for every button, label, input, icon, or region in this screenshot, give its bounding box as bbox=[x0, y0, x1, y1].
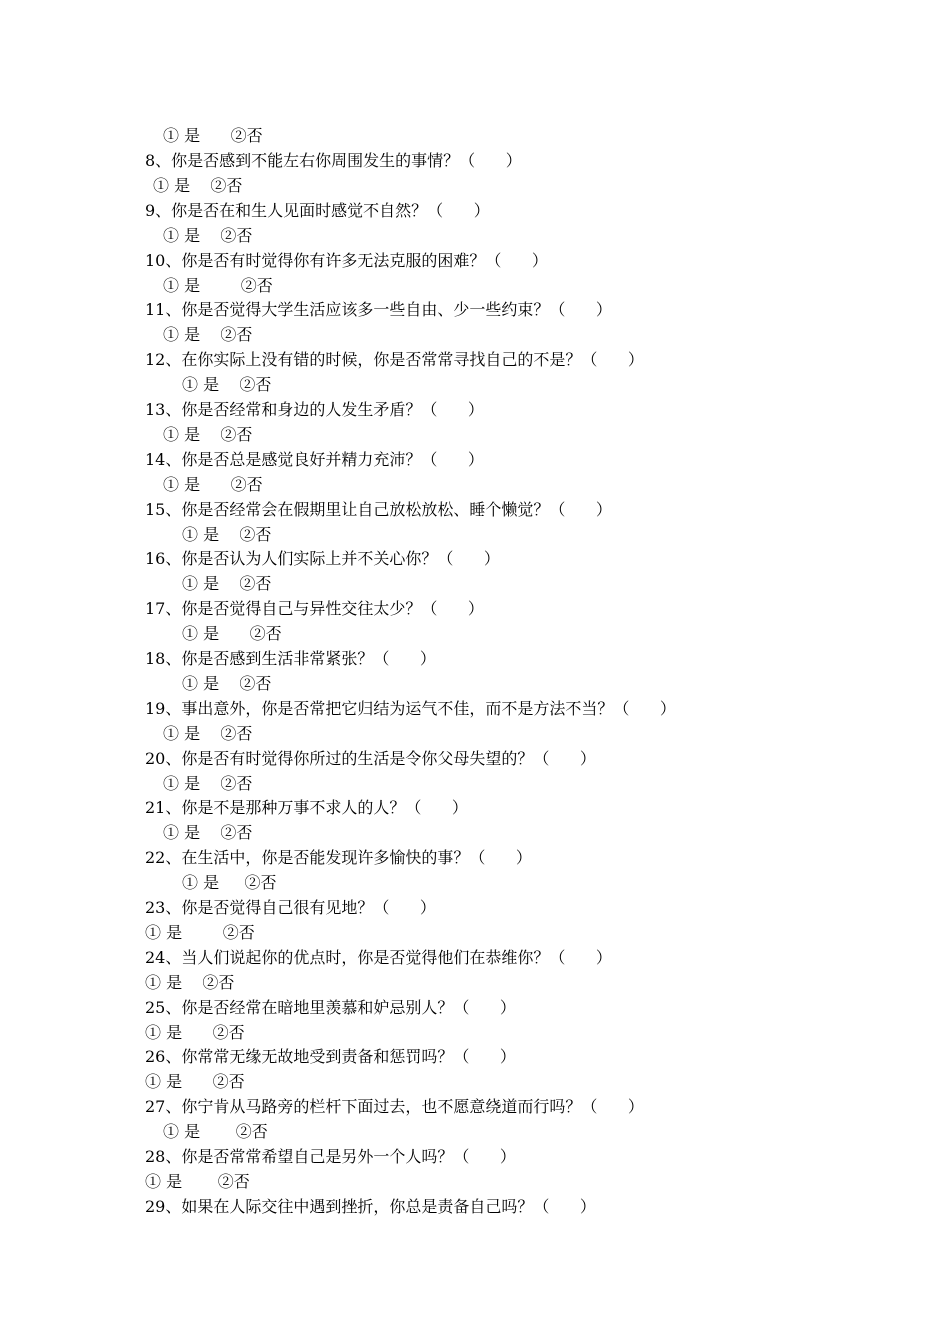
answer-options-18: ① 是 ②否 bbox=[182, 674, 272, 693]
question-19: 19、事出意外，你是否常把它归结为运气不佳，而不是方法不当？（ ） bbox=[145, 699, 676, 718]
question-12: 12、在你实际上没有错的时候，你是否常常寻找自己的不是？（ ） bbox=[145, 350, 644, 369]
question-22: 22、在生活中，你是否能发现许多愉快的事？（ ） bbox=[145, 848, 532, 867]
answer-options-22: ① 是 ②否 bbox=[182, 873, 277, 892]
answer-options-17: ① 是 ②否 bbox=[182, 624, 282, 643]
question-23: 23、你是否觉得自己很有见地？（ ） bbox=[145, 898, 436, 917]
answer-options-21: ① 是 ②否 bbox=[163, 823, 253, 842]
answer-options-23: ① 是 ②否 bbox=[145, 923, 255, 942]
question-28: 28、你是否常常希望自己是另外一个人吗？（ ） bbox=[145, 1147, 516, 1166]
answer-options-28: ① 是 ②否 bbox=[145, 1172, 250, 1191]
question-24: 24、当人们说起你的优点时，你是否觉得他们在恭维你？（ ） bbox=[145, 948, 612, 967]
answer-options-8: ① 是 ②否 bbox=[153, 176, 243, 195]
question-18: 18、你是否感到生活非常紧张？（ ） bbox=[145, 649, 436, 668]
question-9: 9、你是否在和生人见面时感觉不自然？（ ） bbox=[145, 201, 490, 220]
answer-options-13: ① 是 ②否 bbox=[163, 425, 253, 444]
answer-options-14: ① 是 ②否 bbox=[163, 475, 263, 494]
question-15: 15、你是否经常会在假期里让自己放松放松、睡个懒觉？（ ） bbox=[145, 500, 612, 519]
question-13: 13、你是否经常和身边的人发生矛盾？（ ） bbox=[145, 400, 484, 419]
question-11: 11、你是否觉得大学生活应该多一些自由、少一些约束？（ ） bbox=[145, 300, 612, 319]
answer-options-19: ① 是 ②否 bbox=[163, 724, 253, 743]
question-17: 17、你是否觉得自己与异性交往太少？（ ） bbox=[145, 599, 484, 618]
answer-options-26: ① 是 ②否 bbox=[145, 1072, 245, 1091]
question-16: 16、你是否认为人们实际上并不关心你？（ ） bbox=[145, 549, 500, 568]
answer-options-11: ① 是 ②否 bbox=[163, 325, 253, 344]
question-21: 21、你是不是那种万事不求人的人？（ ） bbox=[145, 798, 468, 817]
answer-options-24: ① 是 ②否 bbox=[145, 973, 235, 992]
answer-options-16: ① 是 ②否 bbox=[182, 574, 272, 593]
question-27: 27、你宁肯从马路旁的栏杆下面过去，也不愿意绕道而行吗？（ ） bbox=[145, 1097, 644, 1116]
answer-options-27: ① 是 ②否 bbox=[163, 1122, 268, 1141]
question-29: 29、如果在人际交往中遇到挫折，你总是责备自己吗？（ ） bbox=[145, 1197, 596, 1216]
question-26: 26、你常常无缘无故地受到责备和惩罚吗？（ ） bbox=[145, 1047, 516, 1066]
answer-options-20: ① 是 ②否 bbox=[163, 774, 253, 793]
answer-options-15: ① 是 ②否 bbox=[182, 525, 272, 544]
question-25: 25、你是否经常在暗地里羡慕和妒忌别人？（ ） bbox=[145, 998, 516, 1017]
answer-options-25: ① 是 ②否 bbox=[145, 1023, 245, 1042]
question-10: 10、你是否有时觉得你有许多无法克服的困难？（ ） bbox=[145, 251, 548, 270]
question-20: 20、你是否有时觉得你所过的生活是令你父母失望的？（ ） bbox=[145, 749, 596, 768]
answer-options-7: ① 是 ②否 bbox=[163, 126, 263, 145]
question-14: 14、你是否总是感觉良好并精力充沛？（ ） bbox=[145, 450, 484, 469]
answer-options-9: ① 是 ②否 bbox=[163, 226, 253, 245]
answer-options-10: ① 是 ②否 bbox=[163, 276, 273, 295]
answer-options-12: ① 是 ②否 bbox=[182, 375, 272, 394]
question-8: 8、你是否感到不能左右你周围发生的事情？（ ） bbox=[145, 151, 522, 170]
